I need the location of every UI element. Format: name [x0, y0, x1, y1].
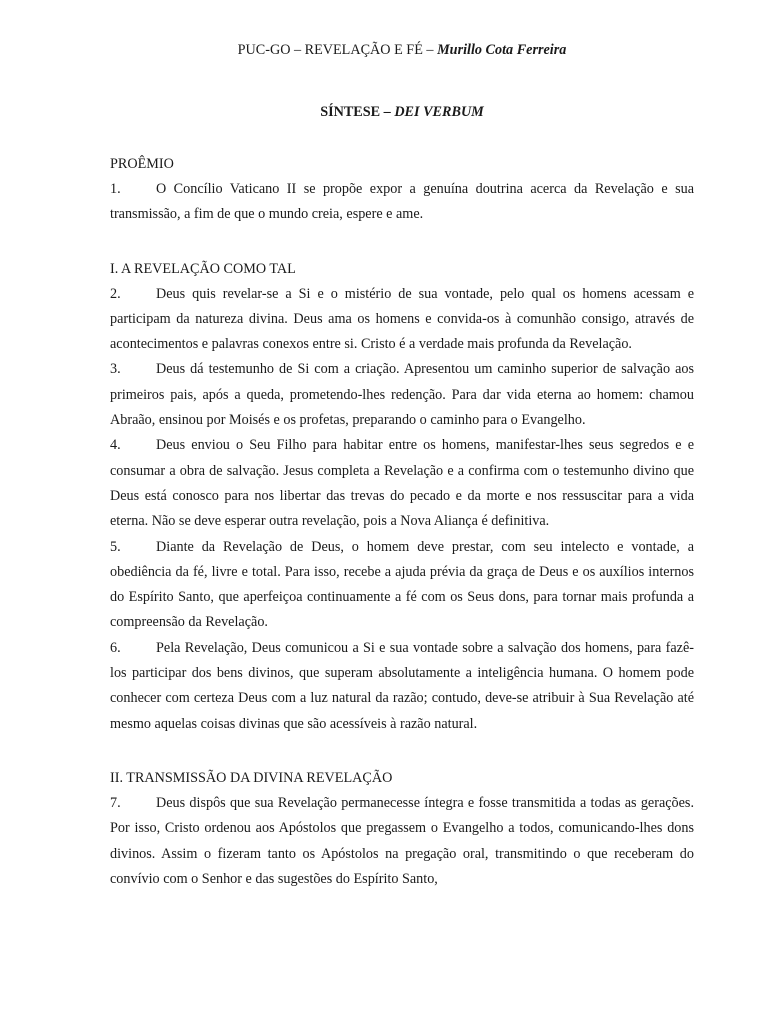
paragraph-4	[110, 433, 694, 534]
paragraph-6	[110, 636, 694, 737]
running-header	[110, 40, 694, 60]
paragraph-number: 2.	[110, 285, 121, 302]
title-prefix: SÍNTESE –	[320, 104, 395, 120]
paragraph-text: Diante da Revelação de Deus, o homem deve prestar, com seu intelecto e vontade, a obediência da fé, livre e total. Para isso, recebe a ajuda prévia da graça de Deus e os auxílios internos do Espírito Santo, que aperfeiçoa continuamente a fé com os Seus dons, para tornar mais profunda a compreensão da Revelação.	[110, 538, 694, 631]
section-heading-proemio: PROÊMIO	[110, 156, 174, 172]
paragraph-number: 3.	[110, 361, 121, 378]
paragraph-number: 1.	[110, 181, 121, 197]
paragraph-1	[110, 177, 694, 228]
document-title	[110, 102, 694, 122]
paragraph-7	[110, 791, 694, 892]
title-italic: DEI VERBUM	[394, 104, 484, 120]
paragraph-number: 5.	[110, 538, 121, 555]
paragraph-text: Deus dá testemunho de Si com a criação. Apresentou um caminho superior de salvação aos primeiros pais, após a queda, prometendo-lhes redenção. Para dar vida eterna ao homem: chamou Abraão, ensinou por Moisés e os profetas, preparando o caminho para o Evangelho.	[110, 361, 694, 429]
paragraph-text: O Concílio Vaticano II se propõe expor a genuína doutrina acerca da Revelação e sua transmissão, a fim de que o mundo creia, espere e ame.	[110, 181, 694, 223]
paragraph-number: 4.	[110, 437, 121, 454]
paragraph-number: 6.	[110, 639, 121, 656]
section-heading-transmissao: II. TRANSMISSÃO DA DIVINA REVELAÇÃO	[110, 769, 393, 786]
paragraph-text: Deus dispôs que sua Revelação permanecesse íntegra e fosse transmitida a todas as gerações. Por isso, Cristo ordenou aos Apóstolos que pregassem o Evangelho a todos, comunicando-lhes dons divinos. Assim o fizeram tanto os Apóstolos na pregação oral, transmitindo o que receberam do convívio com o Senhor e das sugestões do Espírito Santo,	[110, 794, 694, 887]
header-course: PUC-GO – REVELAÇÃO E FÉ –	[237, 42, 438, 58]
paragraph-text: Deus quis revelar-se a Si e o mistério de sua vontade, pelo qual os homens acessam e participam da natureza divina. Deus ama os homens e convida-os à comunhão consigo, através de acontecimentos e palavras conexos entre si. Cristo é a verdade mais profunda da Revelação.	[110, 285, 694, 353]
paragraph-2	[110, 282, 694, 358]
paragraph-text: Deus enviou o Seu Filho para habitar entre os homens, manifestar-lhes seus segredos e e consumar a obra de salvação. Jesus completa a Revelação e a confirma com o testemunho divino que Deus está conosco para nos libertar das trevas do pecado e da morte e nos ressuscitar para a vida eterna. Não se deve esperar outra revelação, pois a Nova Aliança é definitiva.	[110, 437, 694, 530]
paragraph-number: 7.	[110, 794, 121, 811]
header-author: Murillo Cota Ferreira	[437, 42, 567, 58]
paragraph-3	[110, 357, 694, 433]
section-heading-revelacao: I. A REVELAÇÃO COMO TAL	[110, 260, 296, 277]
paragraph-text: Pela Revelação, Deus comunicou a Si e sua vontade sobre a salvação dos homens, para fazê-los participar dos bens divinos, que superam absolutamente a inteligência humana. O homem pode conhecer com certeza Deus com a luz natural da razão; contudo, deve-se atribuir à Sua Revelação até mesmo aquelas coisas divinas que são acessíveis à razão natural.	[110, 639, 694, 732]
paragraph-5	[110, 535, 694, 636]
document-page	[110, 40, 694, 892]
